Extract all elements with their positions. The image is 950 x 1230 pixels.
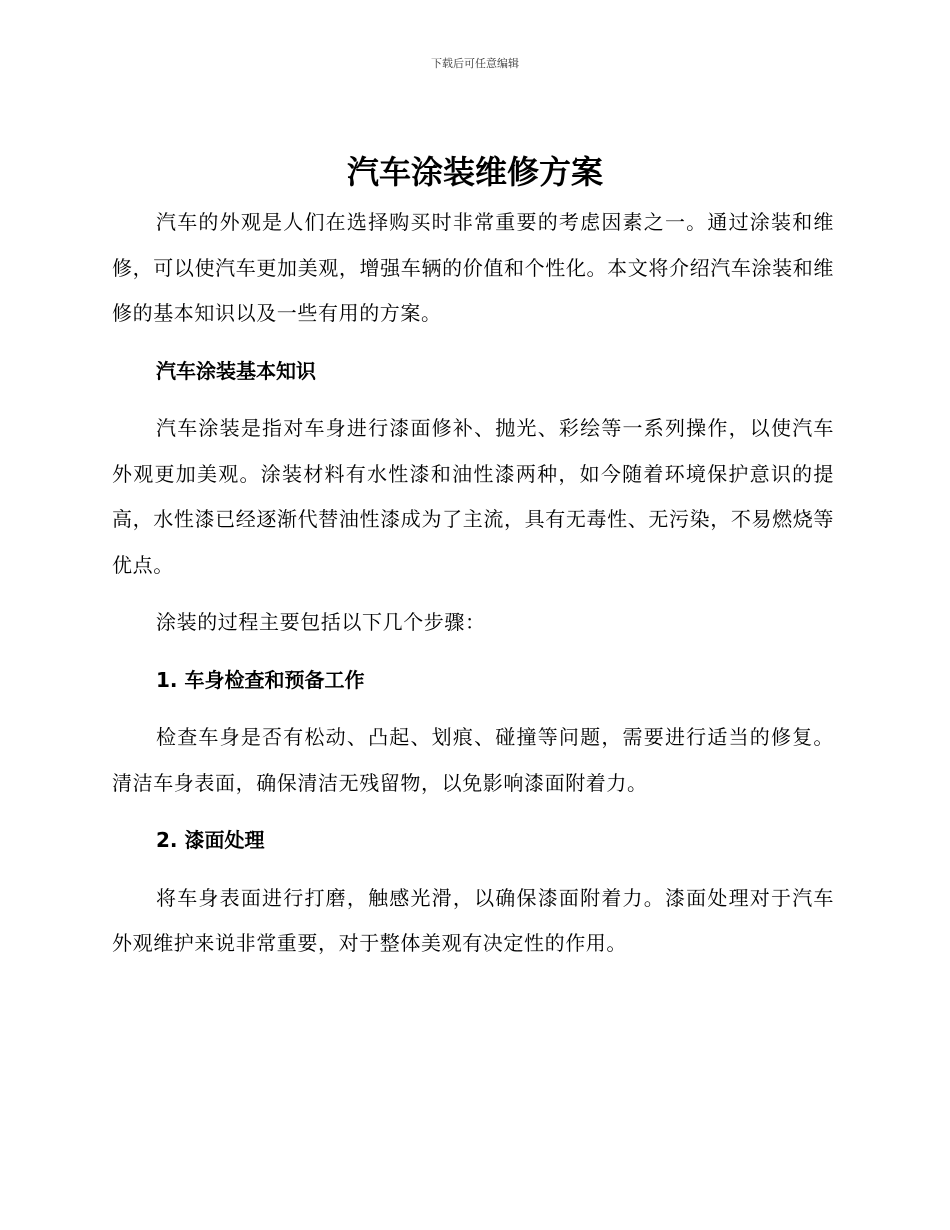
step-1-paragraph: 检查车身是否有松动、凸起、划痕、碰撞等问题，需要进行适当的修复。清洁车身表面，确保清洁无残留物，以免影响漆面附着力。 bbox=[112, 725, 834, 795]
header-note: 下载后可任意编辑 bbox=[431, 57, 519, 70]
document-title: 汽车涂装维修方案 bbox=[346, 153, 603, 191]
section-heading-basics: 汽车涂装基本知识 bbox=[156, 358, 316, 383]
document-body bbox=[112, 200, 834, 967]
intro-paragraph: 汽车的外观是人们在选择购买时非常重要的考虑因素之一。通过涂装和维修，可以使汽车更加美观，增强车辆的价值和个性化。本文将介绍汽车涂装和维修的基本知识以及一些有用的方案。 bbox=[112, 210, 834, 325]
step-1-heading: 1. 车身检查和预备工作 bbox=[156, 667, 365, 692]
step-2-heading: 2. 漆面处理 bbox=[156, 828, 265, 852]
basics-paragraph: 汽车涂装是指对车身进行漆面修补、抛光、彩绘等一系列操作，以使汽车外观更加美观。涂装材料有水性漆和油性漆两种，如今随着环境保护意识的提高，水性漆已经逐渐代替油性漆成为了主流，具有无毒性、无污染，不易燃烧等优点。 bbox=[112, 416, 834, 577]
steps-intro-paragraph: 涂装的过程主要包括以下几个步骤： bbox=[156, 610, 486, 634]
step-2-paragraph: 将车身表面进行打磨，触感光滑，以确保漆面附着力。漆面处理对于汽车外观维护来说非常重要，对于整体美观有决定性的作用。 bbox=[112, 885, 834, 955]
